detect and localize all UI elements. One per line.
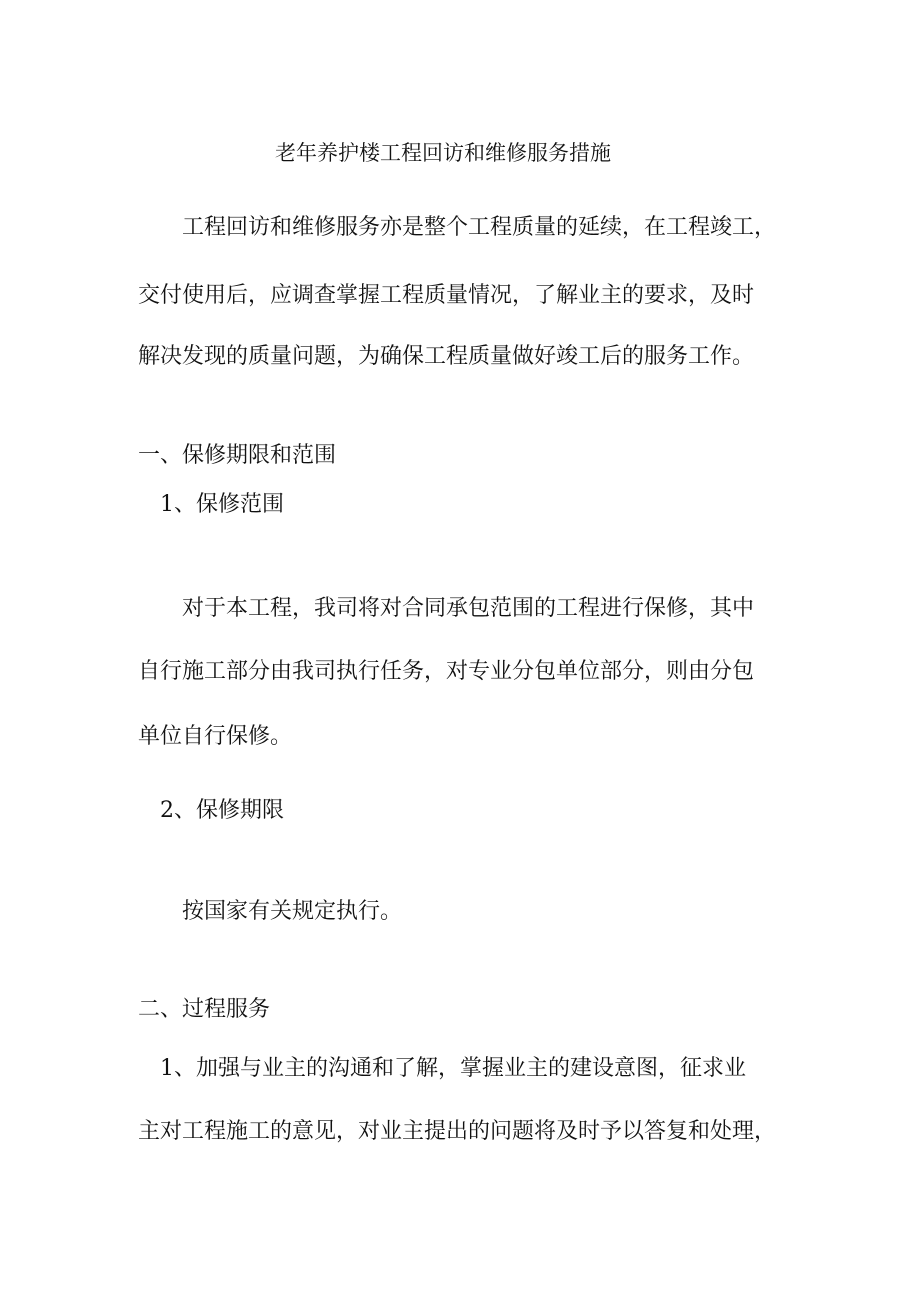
intro-line-3: 解决发现的质量问题，为确保工程质量做好竣工后的服务工作。 [138,344,755,369]
section-2-heading: 二、过程服务 [138,997,271,1022]
section-1-2-body: 按国家有关规定执行。 [182,899,403,924]
section-2-item-1-line-2: 主对工程施工的意见，对业主提出的问题将及时予以答复和处理， [138,1119,777,1144]
section-1-1-heading: 1、保修范围 [160,492,284,517]
intro-line-1: 工程回访和维修服务亦是整个工程质量的延续，在工程竣工， [182,215,777,240]
section-1-1-body-line-2: 自行施工部分由我司执行任务，对专业分包单位部分，则由分包 [138,659,755,684]
section-1-1-body-line-3: 单位自行保修。 [138,724,293,749]
section-1-heading: 一、保修期限和范围 [138,443,337,468]
section-1-1-body-line-1: 对于本工程，我司将对合同承包范围的工程进行保修，其中 [182,596,755,621]
intro-line-2: 交付使用后，应调查掌握工程质量情况，了解业主的要求，及时 [138,283,755,308]
section-2-item-1-line-1: 1、加强与业主的沟通和了解，掌握业主的建设意图，征求业 [160,1056,746,1081]
section-1-2-heading: 2、保修期限 [160,798,284,823]
document-title: 老年养护楼工程回访和维修服务措施 [275,141,611,165]
